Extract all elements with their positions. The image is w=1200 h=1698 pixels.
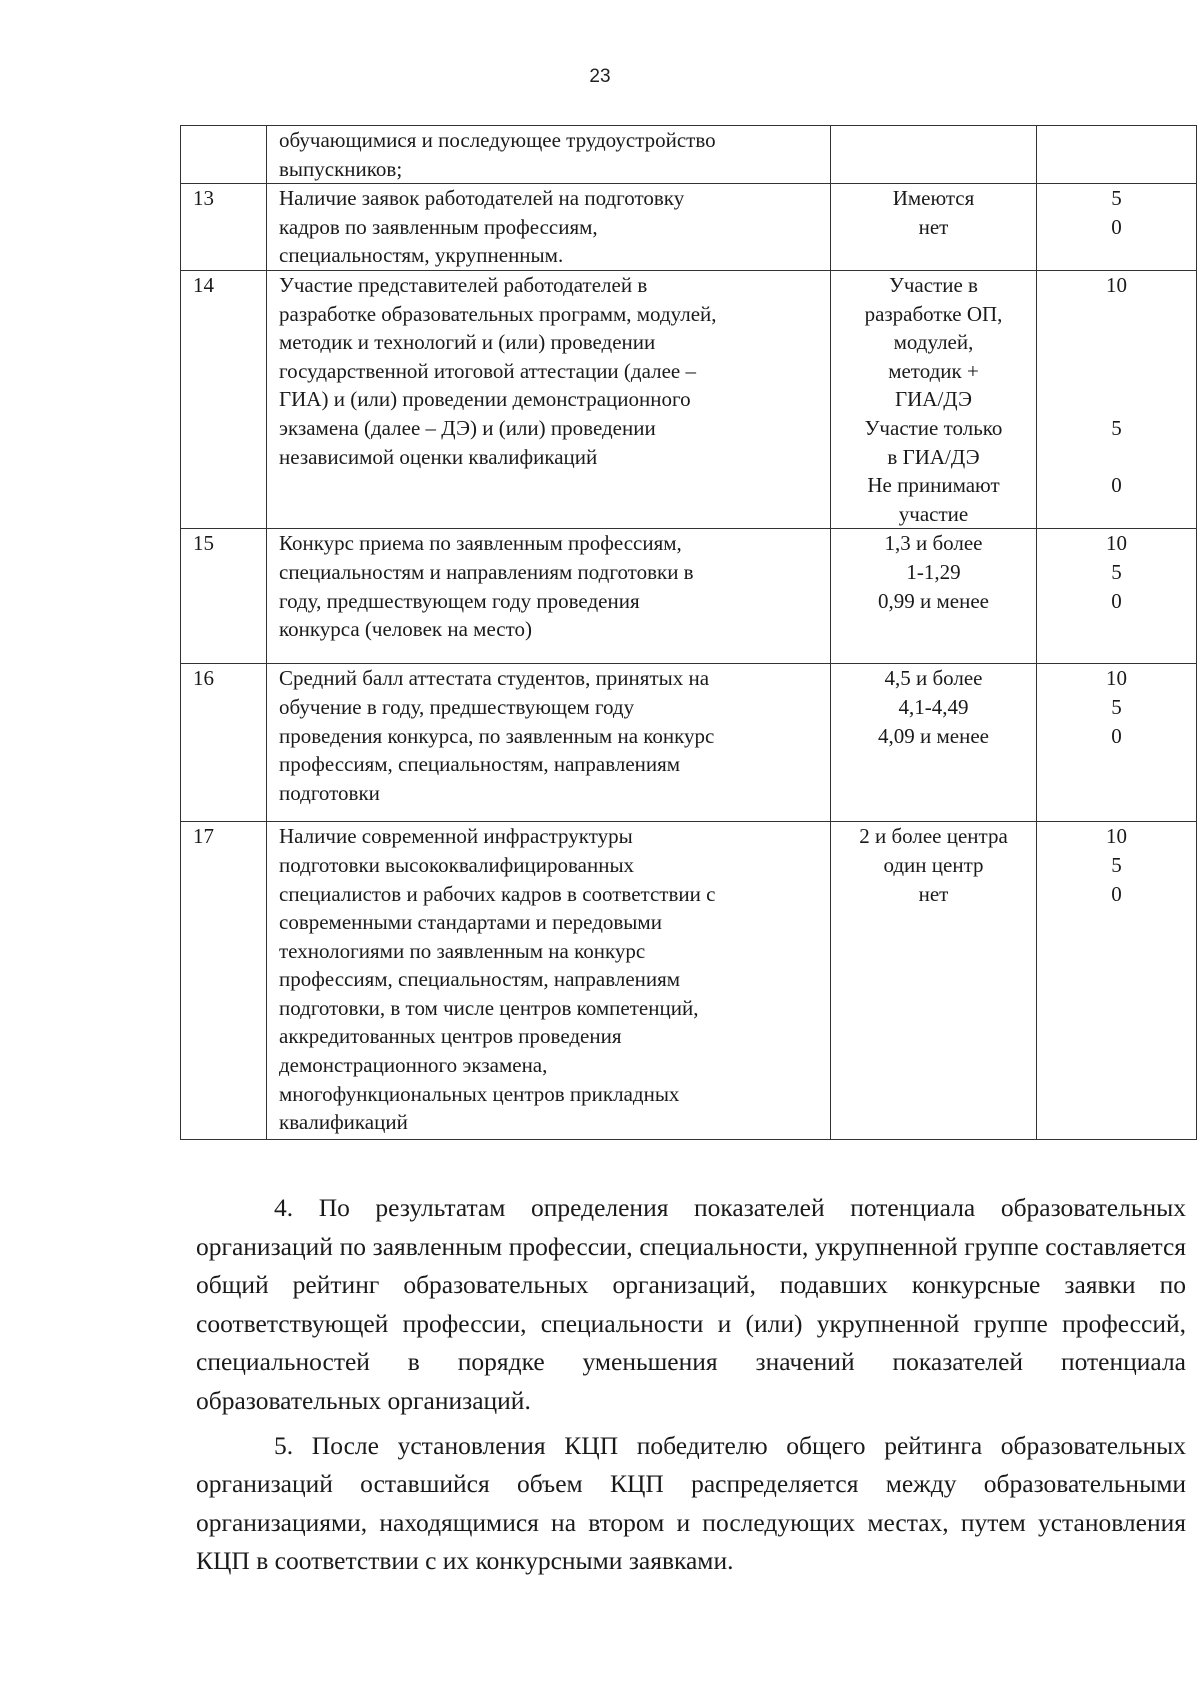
criterion-line: демонстрационного экзамена, <box>279 1053 548 1078</box>
points-cell <box>1037 529 1197 664</box>
criterion-line: профессиям, специальностям, направлениям <box>279 752 681 777</box>
criteria-table-body <box>181 126 1197 1140</box>
criterion-line: аккредитованных центров проведения <box>279 1024 622 1049</box>
row-number-cell <box>181 529 267 664</box>
criterion-line: проведения конкурса, по заявленным на конкурс <box>279 723 715 748</box>
points-value <box>1037 328 1196 357</box>
criterion-line: государственной итоговой аттестации (далее – <box>279 358 696 383</box>
criterion-line: подготовки <box>279 780 380 805</box>
criterion-line: подготовки высококвалифицированных <box>279 852 635 877</box>
criterion-cell <box>267 822 831 1140</box>
points-value: 10 <box>1106 531 1127 556</box>
table-row <box>181 184 1197 271</box>
points-value: 0 <box>1111 214 1122 239</box>
criteria-table <box>180 125 1197 1140</box>
criterion-line: многофункциональных центров прикладных <box>279 1081 680 1106</box>
points-cell <box>1037 184 1197 271</box>
row-number: 14 <box>193 272 214 297</box>
row-number: 16 <box>193 666 214 691</box>
condition-line: в ГИА/ДЭ <box>887 444 980 469</box>
points-value <box>1037 357 1196 386</box>
condition-cell <box>831 184 1037 271</box>
row-number-cell <box>181 664 267 822</box>
criterion-line: обучение в году, предшествующем году <box>279 694 635 719</box>
criterion-line: технологиями по заявленным на конкурс <box>279 938 646 963</box>
points-value: 0 <box>1111 588 1122 613</box>
condition-line: 1,3 и более <box>884 531 983 556</box>
row-number-cell <box>181 270 267 528</box>
criterion-line: конкурса (человек на место) <box>279 617 533 642</box>
condition-line: ГИА/ДЭ <box>894 387 973 412</box>
criterion-line: методик и технологий и (или) проведении <box>279 330 656 355</box>
criterion-line: Участие представителей работодателей в <box>279 272 648 297</box>
table-row <box>181 822 1197 1140</box>
condition-cell <box>831 529 1037 664</box>
table-row <box>181 270 1197 528</box>
criterion-line: экзамена (далее – ДЭ) и (или) проведении <box>279 415 656 440</box>
points-value: 5 <box>1111 559 1122 584</box>
condition-line: 4,1-4,49 <box>898 694 969 719</box>
criterion-line: ГИА) и (или) проведении демонстрационного <box>279 387 691 412</box>
criterion-cell <box>267 126 831 184</box>
condition-line: Участие только <box>864 415 1003 440</box>
criterion-line: разработке образовательных программ, модулей, <box>279 301 717 326</box>
condition-line: один центр <box>883 852 984 877</box>
criterion-line: году, предшествующем году проведения <box>279 588 640 613</box>
criterion-line: специальностям и направлениям подготовки в <box>279 559 694 584</box>
condition-line: нет <box>918 881 949 906</box>
criterion-line: подготовки, в том числе центров компетенций, <box>279 995 699 1020</box>
table-row <box>181 664 1197 822</box>
condition-line: Участие в <box>889 272 978 297</box>
criterion-line: выпускников; <box>279 156 403 181</box>
row-number-cell <box>181 126 267 184</box>
row-number-cell <box>181 822 267 1140</box>
criterion-line: Конкурс приема по заявленным профессиям, <box>279 531 682 556</box>
criterion-cell <box>267 664 831 822</box>
criterion-line: Наличие современной инфраструктуры <box>279 824 633 849</box>
criterion-line: современными стандартами и передовыми <box>279 910 662 935</box>
criterion-line: независимой оценки квалификаций <box>279 444 598 469</box>
paragraph-5: 5. После установления КЦП победителю общего рейтинга образовательных организаций оставшийся объем КЦП распределяется между образовательными организациями, находящимися на втором и последующих местах, путем установления КЦП в соответствии с их конкурсными заявками. <box>196 1430 1186 1576</box>
points-value: 5 <box>1111 186 1122 211</box>
condition-cell <box>831 664 1037 822</box>
condition-cell <box>831 270 1037 528</box>
points-cell <box>1037 664 1197 822</box>
condition-line: участие <box>898 501 969 526</box>
condition-line: 2 и более центра <box>859 824 1008 849</box>
condition-line: методик + <box>888 358 979 383</box>
condition-line: нет <box>918 214 949 239</box>
row-number-cell <box>181 184 267 271</box>
table-row <box>181 126 1197 184</box>
condition-line: Имеются <box>892 186 975 211</box>
criterion-line: обучающимися и последующее трудоустройство <box>279 128 716 152</box>
row-number: 13 <box>193 186 214 211</box>
criterion-line: Наличие заявок работодателей на подготовку <box>279 186 685 211</box>
row-number: 15 <box>193 531 214 556</box>
points-value: 10 <box>1106 666 1127 691</box>
criterion-cell <box>267 270 831 528</box>
points-value: 5 <box>1111 852 1122 877</box>
criterion-line: кадров по заявленным профессиям, <box>279 214 598 239</box>
condition-line: 4,5 и более <box>884 666 983 691</box>
points-cell <box>1037 126 1197 184</box>
body-text <box>196 1189 1186 1581</box>
points-value: 10 <box>1106 824 1127 849</box>
points-value: 10 <box>1106 272 1127 297</box>
condition-line: 4,09 и менее <box>878 723 989 748</box>
paragraph-4: 4. По результатам определения показателей потенциала образовательных организаций по заявленным профессии, специальности, укрупненной группе составляется общий рейтинг образовательных организаций, подавших конкурсные заявки по соответствующей профессии, специальности и (или) укрупненной группе профессий, специальностей в порядке уменьшения значений показателей потенциала образовательных организаций. <box>196 1193 1186 1415</box>
condition-line: 1-1,29 <box>906 559 961 584</box>
condition-cell <box>831 822 1037 1140</box>
criterion-line: квалификаций <box>279 1110 408 1135</box>
points-cell <box>1037 270 1197 528</box>
criterion-line: Средний балл аттестата студентов, принятых на <box>279 666 710 691</box>
points-value: 5 <box>1111 415 1122 440</box>
points-value <box>1037 300 1196 329</box>
points-value: 0 <box>1111 881 1122 906</box>
points-value: 0 <box>1111 723 1122 748</box>
condition-line: 0,99 и менее <box>878 588 989 613</box>
points-cell <box>1037 822 1197 1140</box>
points-value <box>1037 500 1196 529</box>
condition-line: разработке ОП, <box>864 301 1003 326</box>
condition-cell <box>831 126 1037 184</box>
condition-line: Не принимают <box>867 473 1000 498</box>
table-row <box>181 529 1197 664</box>
condition-line: модулей, <box>893 330 974 355</box>
criterion-line: специальностям, укрупненным. <box>279 243 564 268</box>
points-value <box>1037 385 1196 414</box>
points-value <box>1037 443 1196 472</box>
page-number: 23 <box>589 66 611 87</box>
criterion-cell <box>267 529 831 664</box>
points-value: 5 <box>1111 694 1122 719</box>
criterion-line: специалистов и рабочих кадров в соответствии с <box>279 881 716 906</box>
criterion-line: профессиям, специальностям, направлениям <box>279 967 681 992</box>
points-value: 0 <box>1111 473 1122 498</box>
row-number: 17 <box>193 824 214 849</box>
criterion-cell <box>267 184 831 271</box>
